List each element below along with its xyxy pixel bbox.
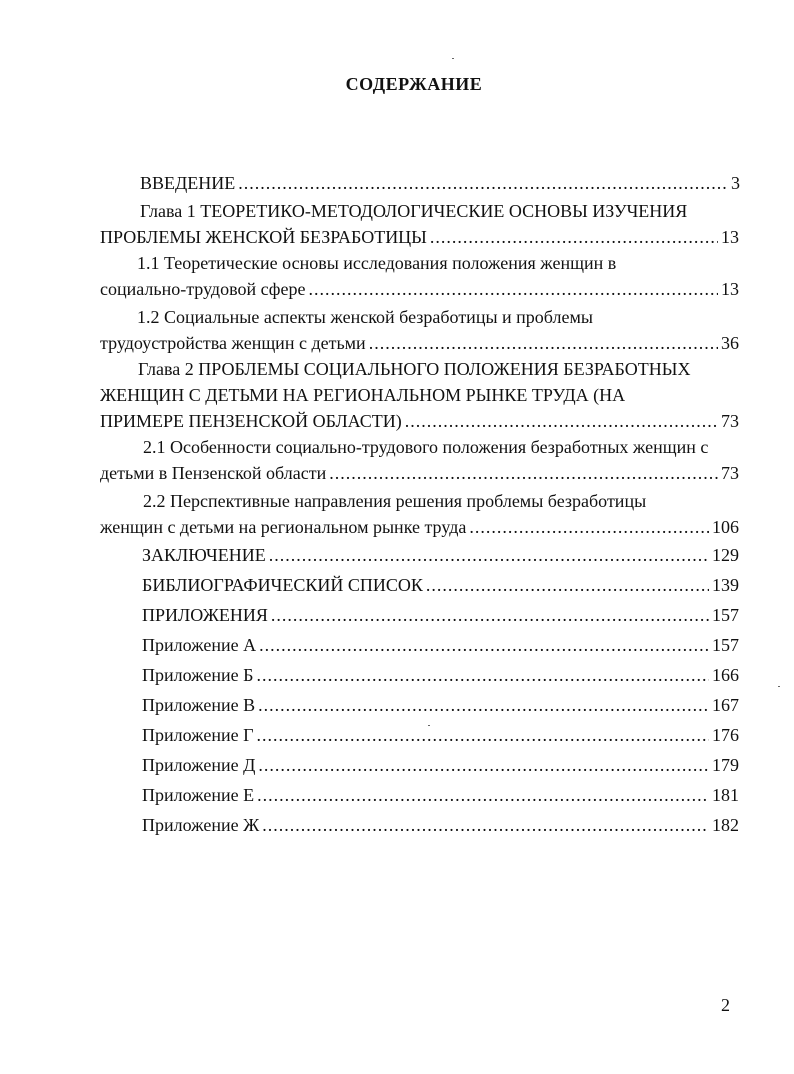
toc-line [100, 408, 739, 434]
toc-page-number: 181 [712, 785, 739, 805]
dot-leader [369, 330, 718, 356]
toc-entry-appendix-a[interactable] [142, 632, 739, 658]
toc-line [142, 602, 739, 628]
dot-leader [269, 542, 709, 568]
toc-entry-text: 2.1 Особенности социально-трудового положения безработных женщин с [143, 437, 709, 457]
toc-page-number: 106 [712, 517, 739, 537]
toc-entry-text: Глава 2 ПРОБЛЕМЫ СОЦИАЛЬНОГО ПОЛОЖЕНИЯ БЕЗРАБОТНЫХ [138, 359, 691, 379]
toc-page-number: 13 [721, 227, 739, 247]
toc-line [142, 572, 739, 598]
dot-leader [258, 752, 709, 778]
scan-speck [778, 686, 780, 687]
toc-entry-appendix-g[interactable] [142, 722, 739, 748]
toc-line [142, 692, 739, 718]
toc-line [100, 460, 739, 486]
toc-line [140, 170, 740, 196]
toc-page-number: 182 [712, 815, 739, 835]
toc-line [142, 812, 739, 838]
toc-entry-appendix-b[interactable] [142, 662, 739, 688]
toc-entry-section-1-2[interactable] [100, 304, 739, 356]
toc-line [100, 276, 739, 302]
toc-line [142, 632, 739, 658]
toc-entry-text: БИБЛИОГРАФИЧЕСКИЙ СПИСОК [142, 575, 423, 595]
scan-speck [428, 725, 430, 726]
dot-leader [259, 632, 709, 658]
toc-entry-text: 1.2 Социальные аспекты женской безработицы и проблемы [137, 307, 593, 327]
toc-entry-appendix-e[interactable] [142, 782, 739, 808]
dot-leader [257, 782, 709, 808]
toc-entry-appendix-v[interactable] [142, 692, 739, 718]
toc-line [100, 224, 739, 250]
toc-page-number: 13 [721, 279, 739, 299]
toc-entry-text: ПРИЛОЖЕНИЯ [142, 605, 268, 625]
dot-leader [426, 572, 709, 598]
toc-page-number: 166 [712, 665, 739, 685]
toc-entry-text: детьми в Пензенской области [100, 463, 327, 483]
toc-entry-chapter-2[interactable] [100, 356, 739, 434]
toc-entry-appendix-d[interactable] [142, 752, 739, 778]
toc-page-number: 129 [712, 545, 739, 565]
toc-entry-section-2-2[interactable] [100, 488, 739, 540]
toc-entry-appendix-zh[interactable] [142, 812, 739, 838]
toc-line [142, 662, 739, 688]
toc-entry-section-2-1[interactable] [100, 434, 739, 486]
toc-line [100, 382, 739, 408]
dot-leader [271, 602, 709, 628]
toc-line [142, 752, 739, 778]
toc-line [100, 434, 739, 460]
toc-page-number: 3 [731, 173, 740, 193]
toc-entry-text: Приложение Д [142, 755, 256, 775]
toc-line [100, 330, 739, 356]
toc-entry-text: ЖЕНЩИН С ДЕТЬМИ НА РЕГИОНАЛЬНОМ РЫНКЕ ТРУДА (НА [100, 385, 626, 405]
toc-line [142, 782, 739, 808]
dot-leader [257, 722, 709, 748]
page-number: 2 [721, 995, 730, 1015]
dot-leader [262, 812, 709, 838]
toc-entry-text: 1.1 Теоретические основы исследования положения женщин в [137, 253, 617, 273]
toc-page-number: 179 [712, 755, 739, 775]
toc-page-number: 176 [712, 725, 739, 745]
toc-entry-section-1-1[interactable] [100, 250, 739, 302]
toc-entry-text: ПРИМЕРЕ ПЕНЗЕНСКОЙ ОБЛАСТИ) [100, 411, 402, 431]
dot-leader [405, 408, 718, 434]
toc-entry-introduction[interactable] [140, 170, 740, 196]
toc-entry-appendices[interactable] [142, 602, 739, 628]
toc-line [100, 514, 739, 540]
toc-entry-text: Приложение Е [142, 785, 255, 805]
dot-leader [258, 692, 709, 718]
toc-line [142, 722, 739, 748]
toc-page-number: 157 [712, 635, 739, 655]
toc-line [100, 250, 739, 276]
dot-leader [238, 170, 728, 196]
toc-line [100, 304, 739, 330]
toc-line [100, 488, 739, 514]
toc-line [142, 542, 739, 568]
toc-page-number: 36 [721, 333, 739, 353]
toc-entry-text: ВВЕДЕНИЕ [140, 173, 236, 193]
dot-leader [256, 662, 709, 688]
dot-leader [329, 460, 718, 486]
dot-leader [469, 514, 709, 540]
toc-entry-text: Приложение Б [142, 665, 254, 685]
toc-entry-text: Приложение Ж [142, 815, 260, 835]
toc-entry-text: ЗАКЛЮЧЕНИЕ [142, 545, 266, 565]
scan-speck [452, 58, 454, 59]
dot-leader [308, 276, 718, 302]
toc-line [100, 198, 739, 224]
toc-entry-text: трудоустройства женщин с детьми [100, 333, 366, 353]
toc-entry-text: Приложение Г [142, 725, 254, 745]
dot-leader [430, 224, 718, 250]
toc-page-number: 73 [721, 411, 739, 431]
toc-page-number: 139 [712, 575, 739, 595]
toc-line [100, 356, 739, 382]
toc-entry-conclusion[interactable] [142, 542, 739, 568]
toc-entry-text: 2.2 Перспективные направления решения проблемы безработицы [143, 491, 647, 511]
toc-page-number: 157 [712, 605, 739, 625]
toc-entry-text: женщин с детьми на региональном рынке труда [100, 517, 467, 537]
toc-page-number: 167 [712, 695, 739, 715]
page-title: СОДЕРЖАНИЕ [345, 74, 483, 94]
toc-entry-text: Глава 1 ТЕОРЕТИКО-МЕТОДОЛОГИЧЕСКИЕ ОСНОВЫ ИЗУЧЕНИЯ [140, 201, 688, 221]
toc-entry-text: Приложение В [142, 695, 256, 715]
toc-entry-text: социально-трудовой сфере [100, 279, 306, 299]
toc-entry-text: Приложение А [142, 635, 257, 655]
toc-page-number: 73 [721, 463, 739, 483]
toc-entry-text: ПРОБЛЕМЫ ЖЕНСКОЙ БЕЗРАБОТИЦЫ [100, 227, 427, 247]
toc-entry-bibliography[interactable] [142, 572, 739, 598]
toc-entry-chapter-1[interactable] [100, 198, 739, 250]
